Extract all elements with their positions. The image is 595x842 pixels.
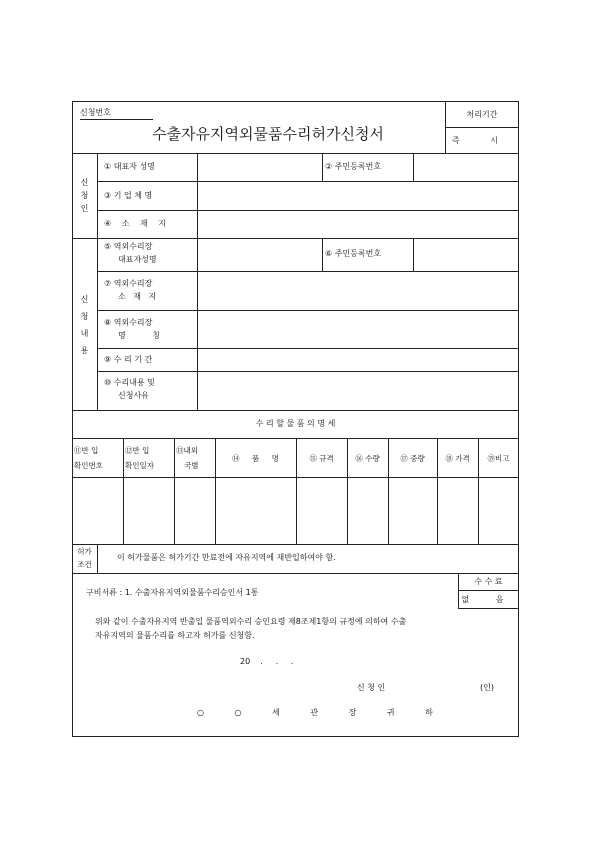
col-weight: ⑰ 중량 bbox=[400, 454, 425, 463]
repair-address-label-line2: 소 재 지 bbox=[118, 292, 157, 301]
items-section-title: 수 리 할 물 품 의 명 세 bbox=[255, 419, 336, 428]
col-import-date-line2: 확인일자 bbox=[125, 461, 154, 470]
fee-label: 수 수 료 bbox=[474, 577, 503, 586]
repair-name-label-line1: ⑧ 역외수리장 bbox=[104, 318, 153, 327]
applicant-side-divider bbox=[97, 153, 98, 238]
fee-middle-line bbox=[458, 590, 519, 591]
processing-period-divider bbox=[445, 127, 519, 128]
col-import-no-line2: 확인번호 bbox=[74, 461, 103, 470]
col-quantity: ⑯ 수량 bbox=[355, 454, 380, 463]
applicant-signature-label: 신 청 인 bbox=[357, 683, 386, 692]
application-resident-no-field[interactable] bbox=[414, 239, 518, 270]
repair-rep-label-line2: 대표자성명 bbox=[118, 255, 157, 264]
col-import-no-line1: ⑪반 입 bbox=[74, 446, 99, 455]
col-spec: ⑮ 규격 bbox=[309, 454, 334, 463]
items-body-bottom bbox=[72, 544, 519, 545]
col-price: ⑱ 가격 bbox=[445, 454, 470, 463]
repair-rep-label-line1: ⑤ 역외수리장 bbox=[104, 242, 153, 251]
repair-period-label: ⑨ 수 리 기 간 bbox=[104, 355, 153, 364]
repair-reason-label-line2: 신청사유 bbox=[118, 391, 149, 400]
repair-period-field[interactable] bbox=[198, 349, 518, 370]
statement-line2: 자유지역의 물품수리를 하고자 허가를 신청함. bbox=[95, 631, 255, 640]
rep-name-label: ① 대표자 성명 bbox=[104, 162, 155, 171]
application-side-char-4: 용 bbox=[80, 346, 89, 355]
company-name-field[interactable] bbox=[198, 182, 518, 209]
col-country-line1: ⑬내외 bbox=[176, 446, 198, 455]
addressee: ○ ○ 세 관 장 귀 하 bbox=[197, 708, 433, 717]
application-side-char-3: 내 bbox=[80, 329, 89, 338]
repair-rep-name-field[interactable] bbox=[198, 239, 321, 270]
repair-reason-label-line1: ⑩ 수리내용 및 bbox=[104, 378, 155, 387]
applicant-resident-no-field[interactable] bbox=[414, 154, 518, 180]
processing-period-value: 즉 시 bbox=[452, 136, 512, 145]
application-no-label: 신청번호 bbox=[80, 108, 111, 117]
rep-name-field[interactable] bbox=[198, 154, 321, 180]
application-side-char-1: 신 bbox=[80, 295, 89, 304]
fee-value: 없 음 bbox=[461, 595, 516, 604]
repair-name-label-line2: 명 칭 bbox=[118, 331, 160, 340]
address-label: ④ 소 재 지 bbox=[104, 219, 166, 228]
items-body-area[interactable] bbox=[73, 478, 518, 543]
applicant-resident-no-label: ② 주민등록번호 bbox=[325, 162, 382, 171]
processing-period-label: 처리기간 bbox=[466, 110, 498, 119]
condition-text: 이 허가물품은 허가기간 만료전에 자유지역에 재반입하여야 함. bbox=[117, 553, 336, 562]
line-application-bottom bbox=[72, 410, 519, 411]
application-resident-no-label: ⑥ 주민등록번호 bbox=[325, 249, 382, 258]
condition-divider bbox=[97, 544, 98, 573]
col-country-line2: 국별 bbox=[184, 461, 199, 470]
repair-address-field[interactable] bbox=[198, 272, 518, 309]
form-title: 수출자유지역외물품수리허가신청서 bbox=[152, 125, 384, 143]
applicant-side-char-1: 신 bbox=[80, 178, 89, 187]
condition-bottom bbox=[72, 573, 519, 574]
application-side-char-2: 청 bbox=[80, 312, 89, 321]
repair-address-label-line1: ⑦ 역외수리장 bbox=[104, 279, 153, 288]
repair-name-field[interactable] bbox=[198, 311, 518, 347]
col-import-date-line1: ⑫반 입 bbox=[125, 446, 150, 455]
seal-mark: (인) bbox=[480, 683, 494, 692]
application-no-underline bbox=[80, 119, 153, 120]
application-date: 20 . . . bbox=[240, 657, 294, 666]
fee-bottom-line bbox=[458, 608, 519, 609]
condition-label-line1: 허가 bbox=[77, 547, 92, 556]
application-side-divider bbox=[97, 238, 98, 410]
statement-line1: 위와 같이 수출자유지역 반출입 물품역외수리 승인요령 제8조제1항의 규정에 의하여 수출 bbox=[95, 617, 407, 626]
col-remarks: ⑲비고 bbox=[487, 454, 510, 463]
repair-reason-field[interactable] bbox=[198, 372, 518, 409]
address-field[interactable] bbox=[198, 211, 518, 237]
condition-label-line2: 조건 bbox=[77, 560, 92, 569]
applicant-resident-divider-left bbox=[322, 153, 323, 181]
applicant-side-char-2: 청 bbox=[80, 191, 89, 200]
applicant-side-char-3: 인 bbox=[80, 204, 89, 213]
col-item-name: ⑭ 품 명 bbox=[232, 454, 279, 463]
application-resident-divider-left bbox=[322, 238, 323, 271]
company-name-label: ③ 기 업 체 명 bbox=[104, 191, 153, 200]
attachments-text: 구비서류 : 1. 수출자유지역외물품수리승인서 1통 bbox=[86, 588, 259, 597]
